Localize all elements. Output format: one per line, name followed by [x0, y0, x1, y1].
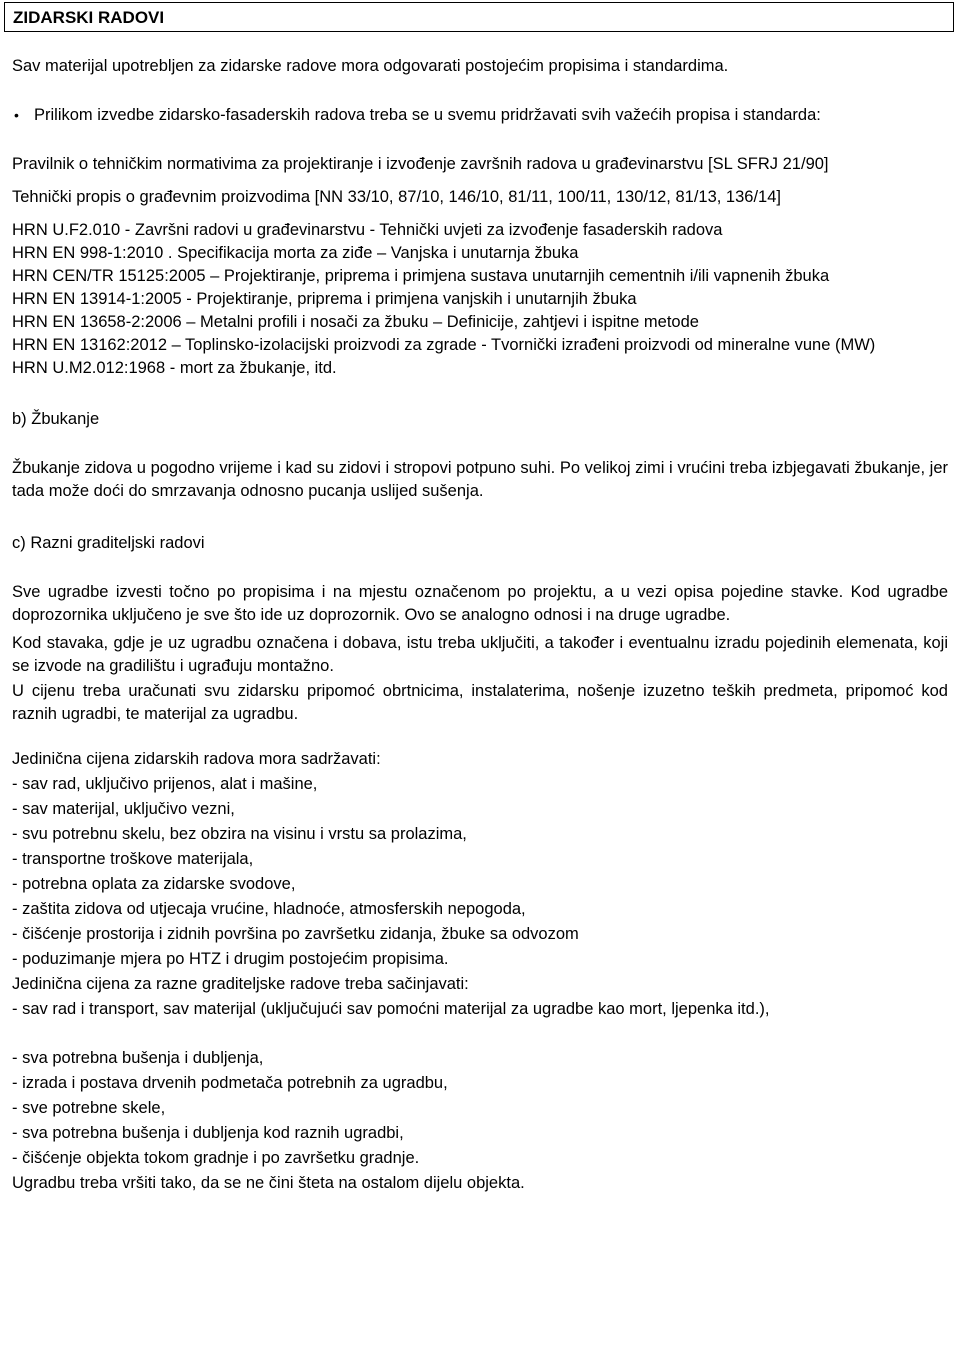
standards-list [12, 219, 948, 380]
razni-paragraph: Kod stavaka, gdje je uz ugradbu označena i dobava, istu treba uključiti, a također i eventualnu izradu pojedinih elemenata, koji se izvode na gradilištu i ugrađuju montažno. [12, 634, 948, 675]
bullet-icon: • [14, 107, 19, 123]
razni-heading: c) Razni graditeljski radovi [12, 534, 205, 552]
standard-item: HRN EN 13914-1:2005 - Projektiranje, priprema i primjena vanjskih i unutarnjih žbuka [12, 290, 637, 308]
section-title: ZIDARSKI RADOVI [13, 8, 165, 27]
list-item: - čišćenje prostorija i zidnih površina po završetku zidanja, žbuke sa odvozom [12, 925, 579, 943]
cijena-zidarski-heading: Jedinična cijena zidarskih radova mora sadržavati: [12, 750, 381, 768]
list-item: - izrada i postava drvenih podmetača potrebnih za ugradbu, [12, 1074, 448, 1092]
list-item: - sva potrebna bušenja i dubljenja kod raznih ugradbi, [12, 1124, 404, 1142]
bullet-text: Prilikom izvedbe zidarsko-fasaderskih radova treba se u svemu pridržavati svih važećih propisa i standarda: [34, 106, 821, 124]
cijena-razni-list [12, 973, 948, 1195]
list-item: - potrebna oplata za zidarske svodove, [12, 875, 296, 893]
list-item: - sve potrebne skele, [12, 1099, 166, 1117]
propis-paragraph: Tehnički propis o građevnim proizvodima [NN 33/10, 87/10, 146/10, 81/11, 100/11, 130/12, 81/13, 136/14] [12, 188, 781, 206]
list-item: - svu potrebnu skelu, bez obzira na visinu i vrstu sa prolazima, [12, 825, 467, 843]
standard-item: HRN U.F2.010 - Završni radovi u građevinarstvu - Tehnički uvjeti za izvođenje fasaderskih radova [12, 221, 723, 239]
list-item: - sav materijal, uključivo vezni, [12, 800, 235, 818]
standard-item: HRN EN 13162:2012 – Toplinsko-izolacijski proizvodi za zgrade - Tvornički izrađeni proizvodi od mineralne vune (MW) [12, 336, 876, 354]
bullet-item [12, 104, 948, 127]
list-item: - zaštita zidova od utjecaja vrućine, hladnoće, atmosferskih nepogoda, [12, 900, 526, 918]
list-item: - transportne troškove materijala, [12, 850, 254, 868]
standard-item: HRN U.M2.012:1968 - mort za žbukanje, itd. [12, 359, 337, 377]
cijena-zidarski-list [12, 748, 948, 971]
standard-item: HRN EN 13658-2:2006 – Metalni profili i nosači za žbuku – Definicije, zahtjevi i ispitne metode [12, 313, 699, 331]
list-item: - sav rad, uključivo prijenos, alat i mašine, [12, 775, 318, 793]
razni-paragraph: Sve ugradbe izvesti točno po propisima i na mjestu označenom po projektu, a u vezi opisa pojedine stavke. Kod ugradbe doprozornika uključeno je sve što ide uz doprozornik. Ovo se analogno odnosi i na druge ugradbe. [12, 583, 948, 624]
document-content [12, 55, 948, 1195]
list-item: - poduzimanje mjera po HTZ i drugim postojećim propisima. [12, 950, 449, 968]
list-item: - sva potrebna bušenja i dubljenja, [12, 1049, 264, 1067]
section-header-box [4, 2, 954, 32]
zbukanje-paragraph: Žbukanje zidova u pogodno vrijeme i kad su zidovi i stropovi potpuno suhi. Po velikoj zimi i vrućini treba izbjegavati žbukanje, jer tada može doći do smrzavanja odnosno pucanja uslijed sušenja. [12, 459, 948, 500]
standard-item: HRN CEN/TR 15125:2005 – Projektiranje, priprema i primjena sustava unutarnjih cementnih i/ili vapnenih žbuka [12, 267, 830, 285]
list-item: - čišćenje objekta tokom gradnje i po završetku gradnje. [12, 1149, 420, 1167]
standard-item: HRN EN 998-1:2010 . Specifikacija morta za ziđe – Vanjska i unutarnja žbuka [12, 244, 579, 262]
razni-paragraph: U cijenu treba uračunati svu zidarsku pripomoć obrtnicima, instalaterima, nošenje izuzetno teških predmeta, pripomoć kod raznih ugradbi, te materijal za ugradbu. [12, 682, 948, 723]
list-item: - sav rad i transport, sav materijal (uključujući sav pomoćni materijal za ugradbe kao mort, ljepenka itd.), [12, 1000, 770, 1018]
zbukanje-heading: b) Žbukanje [12, 410, 100, 428]
intro-paragraph: Sav materijal upotrebljen za zidarske radove mora odgovarati postojećim propisima i standardima. [12, 57, 729, 75]
cijena-razni-heading: Jedinična cijena za razne graditeljske radove treba sačinjavati: [12, 975, 469, 993]
pravilnik-paragraph: Pravilnik o tehničkim normativima za projektiranje i izvođenje završnih radova u građevinarstvu [SL SFRJ 21/90] [12, 155, 829, 173]
closing-paragraph: Ugradbu treba vršiti tako, da se ne čini šteta na ostalom dijelu objekta. [12, 1174, 525, 1192]
